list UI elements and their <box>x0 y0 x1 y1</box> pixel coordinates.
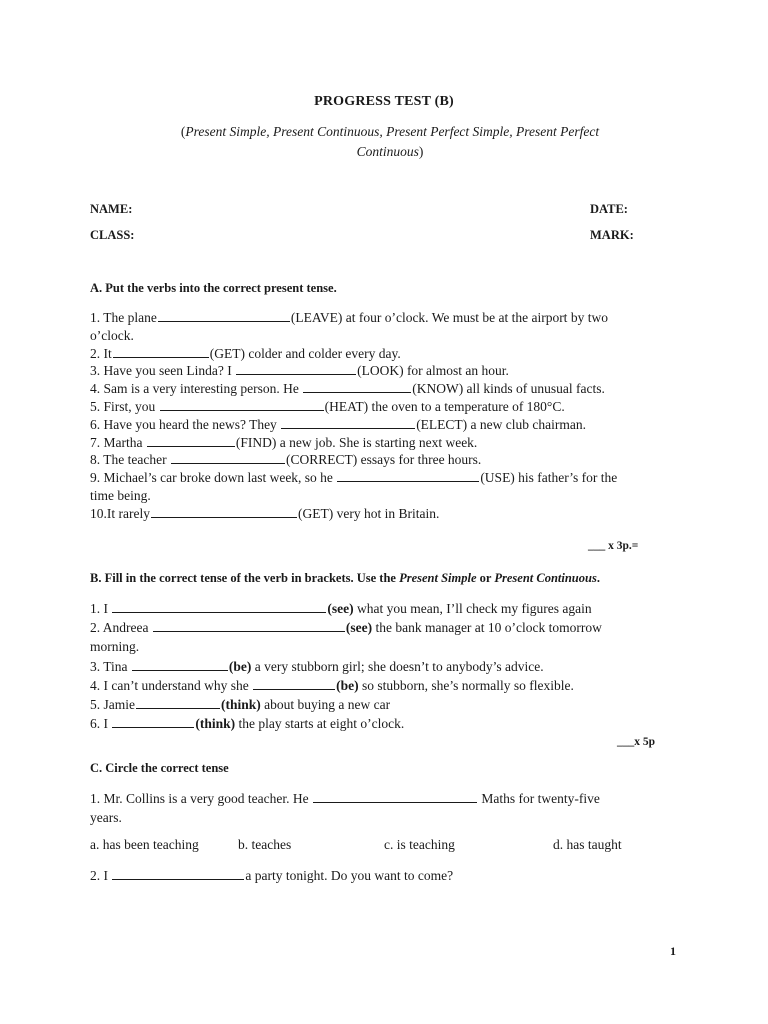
name-label: NAME: <box>90 202 133 216</box>
section-b-item-cont: morning. <box>90 639 140 655</box>
section-a-item: 4. Sam is a very interesting person. He (KNOW) all kinds of unusual facts. <box>90 381 605 397</box>
option-a[interactable]: a. has been teaching <box>90 837 199 852</box>
section-b-items <box>90 599 677 733</box>
subtitle-close-paren: ) <box>418 144 424 159</box>
section-b-item: 3. Tina (be) a very stubborn girl; she doesn’t to anybody’s advice. <box>90 658 544 674</box>
section-a-item: 10.It rarely (GET) very hot in Britain. <box>90 505 440 521</box>
option-d[interactable]: d. has taught <box>553 837 622 852</box>
answer-blank[interactable] <box>303 380 411 393</box>
answer-blank[interactable] <box>281 416 415 429</box>
answer-blank[interactable] <box>153 619 345 632</box>
answer-blank[interactable] <box>158 309 290 322</box>
page-title: PROGRESS TEST (B) <box>314 94 454 109</box>
option-b[interactable]: b. teaches <box>238 837 292 852</box>
mark-label: MARK: <box>590 228 634 242</box>
section-a-item: 3. Have you seen Linda? I (LOOK) for almost an hour. <box>90 363 509 379</box>
section-a-item: 6. Have you heard the news? They (ELECT) a new club chairman. <box>90 416 586 432</box>
answer-blank[interactable] <box>112 600 326 613</box>
subtitle <box>150 122 630 162</box>
answer-options <box>90 837 680 855</box>
section-b-item: 6. I (think) the play starts at eight o’clock. <box>90 716 405 732</box>
subtitle-open-paren: ( <box>180 124 186 139</box>
question-line: 1. Mr. Collins is a very good teacher. He Maths for twenty-five <box>90 791 600 806</box>
section-b-item: 5. Jamie (think) about buying a new car <box>90 697 391 713</box>
answer-blank[interactable] <box>147 434 235 447</box>
class-label: CLASS: <box>90 228 135 242</box>
answer-blank[interactable] <box>151 505 297 518</box>
section-a-items <box>90 309 677 523</box>
answer-blank[interactable] <box>236 362 356 375</box>
option-c[interactable]: c. is teaching <box>384 837 455 852</box>
section-b-item: 4. I can’t understand why she (be) so stubborn, she’s normally so flexible. <box>90 677 574 693</box>
section-a-item: 7. Martha (FIND) a new job. She is starting next week. <box>90 434 478 450</box>
section-a-item: 8. The teacher (CORRECT) essays for three hours. <box>90 452 482 468</box>
section-a-score: ___ x 3p.= <box>588 540 639 552</box>
answer-blank[interactable] <box>112 715 194 728</box>
section-b-score: ___x 5p <box>617 736 656 748</box>
question-line: 2. I a party tonight. Do you want to come? <box>90 868 454 883</box>
section-a-item: 9. Michael’s car broke down last week, so he (USE) his father’s for the <box>90 470 618 486</box>
section-a-item-cont: time being. <box>90 487 151 503</box>
subtitle-line-1: Present Simple, Present Continuous, Present Perfect Simple, Present Perfect <box>185 124 600 139</box>
answer-blank[interactable] <box>132 658 228 671</box>
section-b-heading: B. Fill in the correct tense of the verb in brackets. Use the Present Simple or Present Continuous. <box>90 571 600 585</box>
section-a-heading: A. Put the verbs into the correct present tense. <box>90 281 337 295</box>
answer-blank[interactable] <box>136 696 220 709</box>
answer-blank[interactable] <box>253 677 335 690</box>
page-number: 1 <box>670 944 676 958</box>
answer-blank[interactable] <box>112 867 244 880</box>
section-b-item: 2. Andreea (see) the bank manager at 10 o’clock tomorrow <box>90 620 602 636</box>
section-a-item-cont: o’clock. <box>90 327 134 343</box>
answer-blank[interactable] <box>160 398 324 411</box>
answer-blank[interactable] <box>313 790 477 803</box>
subtitle-line-2: Continuous <box>356 144 419 159</box>
date-label: DATE: <box>590 202 628 216</box>
answer-blank[interactable] <box>113 345 209 358</box>
section-c-question-1 <box>90 789 677 827</box>
section-a-item: 5. First, you (HEAT) the oven to a temperature of 180°C. <box>90 398 565 414</box>
answer-blank[interactable] <box>171 451 285 464</box>
section-c-question-2 <box>90 867 677 885</box>
section-c-heading: C. Circle the correct tense <box>90 761 229 775</box>
section-b-item: 1. I (see) what you mean, I’ll check my figures again <box>90 601 592 616</box>
section-a-item: 1. The plane (LEAVE) at four o’clock. We must be at the airport by two <box>90 310 608 325</box>
section-a-item: 2. It (GET) colder and colder every day. <box>90 345 401 361</box>
answer-blank[interactable] <box>337 469 479 482</box>
question-line-cont: years. <box>90 810 122 825</box>
